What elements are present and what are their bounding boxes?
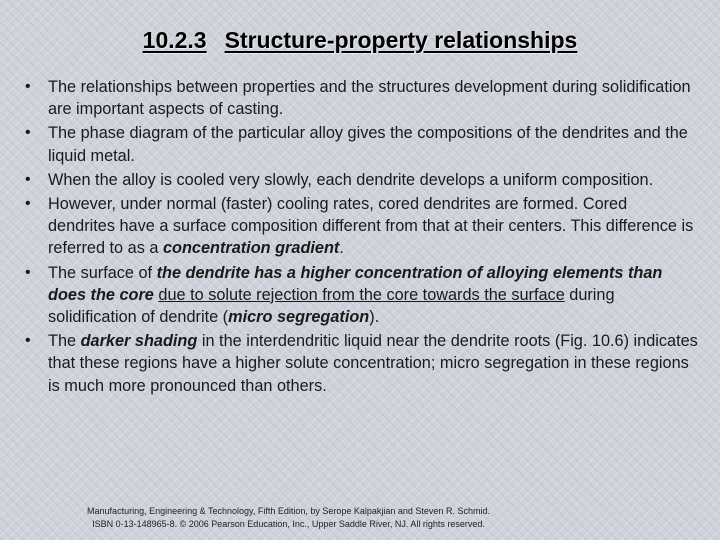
- bullet-item: [18, 262, 698, 329]
- title-text: Structure-property relationships: [224, 27, 578, 53]
- bullet-text: However, under normal (faster) cooling rates, cored dendrites are formed. Cored dendrites have a surface composition different from that at their centers. This difference is referred to as a: [48, 195, 694, 258]
- bullet-item: [18, 330, 698, 397]
- bullet-text: .: [339, 239, 344, 258]
- bullet-dot: •: [25, 263, 31, 281]
- bullet-text: The phase diagram of the particular alloy gives the compositions of the dendrites and the liquid metal.: [48, 124, 688, 165]
- emphasis-text: micro segregation: [228, 308, 370, 327]
- bullet-item: [18, 169, 698, 191]
- bullet-text: The relationships between properties and the structures development during solidification are important aspects of casting.: [48, 78, 691, 119]
- bullet-dot: •: [25, 78, 31, 95]
- bullet-text: during solidification of dendrite (: [48, 285, 615, 327]
- footer-line: ISBN 0-13-148965-8. © 2006 Pearson Education, Inc., Upper Saddle River, NJ. All rights reserved.: [92, 519, 485, 529]
- underlined-text: due to solute rejection from the core towards the surface: [158, 285, 565, 304]
- bullet-dot: •: [25, 124, 31, 142]
- emphasis-text: the dendrite has a higher concentration of alloying elements than does the core: [48, 263, 663, 304]
- slide-title: [0, 27, 720, 54]
- footer-line: Manufacturing, Engineering & Technology, Fifth Edition, by Serope Kalpakjian and Steven R. Schmid.: [87, 506, 490, 516]
- bullet-dot: •: [25, 170, 31, 188]
- bullet-item: [18, 76, 698, 120]
- bullet-dot: •: [25, 332, 31, 350]
- emphasis-text: concentration gradient: [162, 239, 340, 258]
- bullet-text: When the alloy is cooled very slowly, each dendrite develops a uniform composition.: [48, 170, 654, 189]
- bullet-item: [18, 193, 698, 260]
- bullet-list: [18, 76, 698, 399]
- bullet-text: ).: [369, 308, 380, 327]
- bullet-text: The surface of: [48, 263, 157, 282]
- section-number: 10.2.3: [142, 27, 207, 53]
- bullet-dot: •: [25, 195, 31, 213]
- bullet-text: in the interdendritic liquid near the dendrite roots (Fig. 10.6) indicates that these regions have a higher solute concentration; micro segregation in these regions is much more pronounced than others.: [48, 332, 698, 395]
- footer-citation: [0, 505, 577, 531]
- bullet-text: The: [48, 332, 81, 351]
- emphasis-text: darker shading: [80, 332, 198, 351]
- bullet-item: [18, 122, 698, 166]
